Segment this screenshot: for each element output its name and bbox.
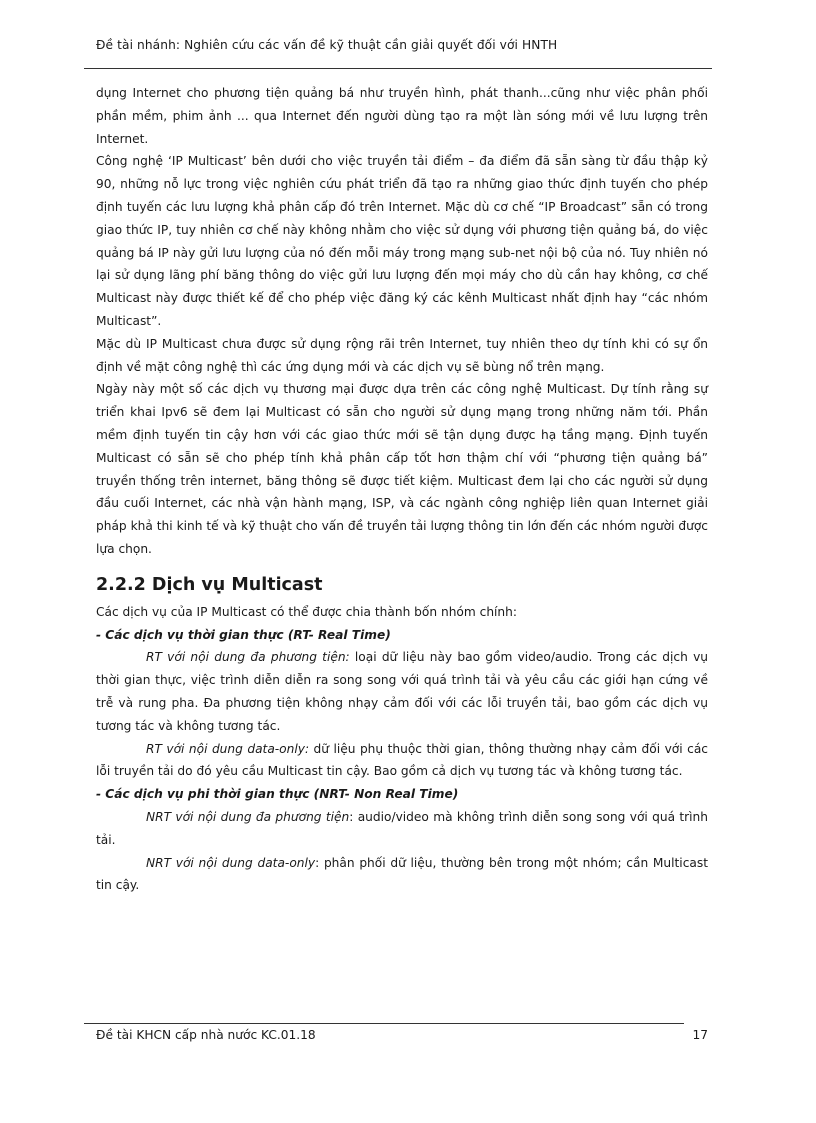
rt-media-label: RT với nội dung đa phương tiện: [146,650,350,665]
nrt-data-label: NRT với nội dung data-only [146,855,316,870]
page-body [96,82,708,897]
section-heading: 2.2.2 Dịch vụ Multicast [96,574,323,595]
paragraph-2: Công nghệ ‘IP Multicast’ bên dưới cho việc truyền tải điểm – đa điểm đã sẵn sàng từ đầu thập kỷ 90, những nỗ lực trong việc nghiên cứu phát triển đã tạo ra những giao thức định tuyến cho phép định tuyến các lưu lượng khả phân cấp đó trên Internet. Mặc dù cơ chế “IP Broadcast” sẵn có trong giao thức IP, tuy nhiên cơ chế này không nhằm cho việc sử dụng với phương tiện quảng bá, do việc quảng bá IP này gửi lưu lượng của nó đến mỗi máy trong mạng sub-net nội bộ của nó. Tuy nhiên nó lại sử dụng lãng phí băng thông do việc gửi lưu lượng đến mọi máy cho dù cần hay không, cơ chế Multicast này được thiết kế để cho phép việc đăng ký các kênh Multicast nhất định hay “các nhóm Multicast”. [96,154,708,328]
rt-data-label: RT với nội dung data-only: [146,741,310,756]
running-header: Đề tài nhánh: Nghiên cứu các vấn đề kỹ thuật cần giải quyết đối với HNTH [96,38,558,52]
rt-media-paragraph [96,646,708,737]
footer-text: Đề tài KHCN cấp nhà nước KC.01.18 [96,1028,316,1042]
paragraph-1: dụng Internet cho phương tiện quảng bá như truyền hình, phát thanh...cũng như việc phân phối phần mềm, phim ảnh ... qua Internet đến người dùng tạo ra một làn sóng mới về lưu lượng trên Internet. [96,86,708,146]
page-number: 17 [692,1028,708,1042]
rt-heading: - Các dịch vụ thời gian thực (RT- Real Time) [96,627,391,642]
rt-data-paragraph [96,738,708,784]
paragraph-4: Ngày này một số các dịch vụ thương mại được dựa trên các công nghệ Multicast. Dự tính rằng sự triển khai Ipv6 sẽ đem lại Multicast có sẵn cho người sử dụng mạng trong những năm tới. Phần mềm định tuyến tin cậy hơn với các giao thức mới sẽ tận dụng được hạ tầng mạng. Định tuyến Multicast có sẵn sẽ cho phép tính khả phân cấp tốt hơn thậm chí với “phương tiện quảng bá” truyền thống trên internet, băng thông sẽ được tiết kiệm. Multicast đem lại cho các người sử dụng đầu cuối Internet, các nhà vận hành mạng, ISP, và các ngành công nghiệp liên quan Internet giải pháp khả thi kinh tế và kỹ thuật cho vấn đề truyền tải lượng thông tin lớn đến các nhóm người được lựa chọn. [96,382,708,556]
header-divider [84,68,712,69]
nrt-media-text: : audio/video mà không trình diễn song song với quá trình tải. [96,809,708,847]
nrt-data-paragraph [96,852,708,898]
rt-media-text: loại dữ liệu này bao gồm video/audio. Trong các dịch vụ thời gian thực, việc trình diễn diễn ra song song với quá trình tải và yêu cầu các giới hạn cứng về trễ và rung pha. Đa phương tiện không nhạy cảm đối với các lỗi truyền tải, bao gồm các dịch vụ tương tác và không tương tác. [96,650,708,733]
footer-divider [84,1023,684,1024]
rt-data-text: dữ liệu phụ thuộc thời gian, thông thường nhạy cảm đối với các lỗi truyền tải do đó yêu cầu Multicast tin cậy. Bao gồm cả dịch vụ tương tác và không tương tác. [96,741,708,779]
nrt-media-label: NRT với nội dung đa phương tiện [146,809,350,824]
nrt-heading: - Các dịch vụ phi thời gian thực (NRT- Non Real Time) [96,787,459,802]
nrt-data-text: : phân phối dữ liệu, thường bên trong một nhóm; cần Multicast tin cậy. [96,855,708,893]
nrt-media-paragraph [96,806,708,852]
paragraph-3: Mặc dù IP Multicast chưa được sử dụng rộng rãi trên Internet, tuy nhiên theo dự tính khi có sự ổn định về mặt công nghệ thì các ứng dụng mới và các dịch vụ sẽ bùng nổ trên mạng. [96,336,708,374]
section-intro: Các dịch vụ của IP Multicast có thể được chia thành bốn nhóm chính: [96,604,517,619]
